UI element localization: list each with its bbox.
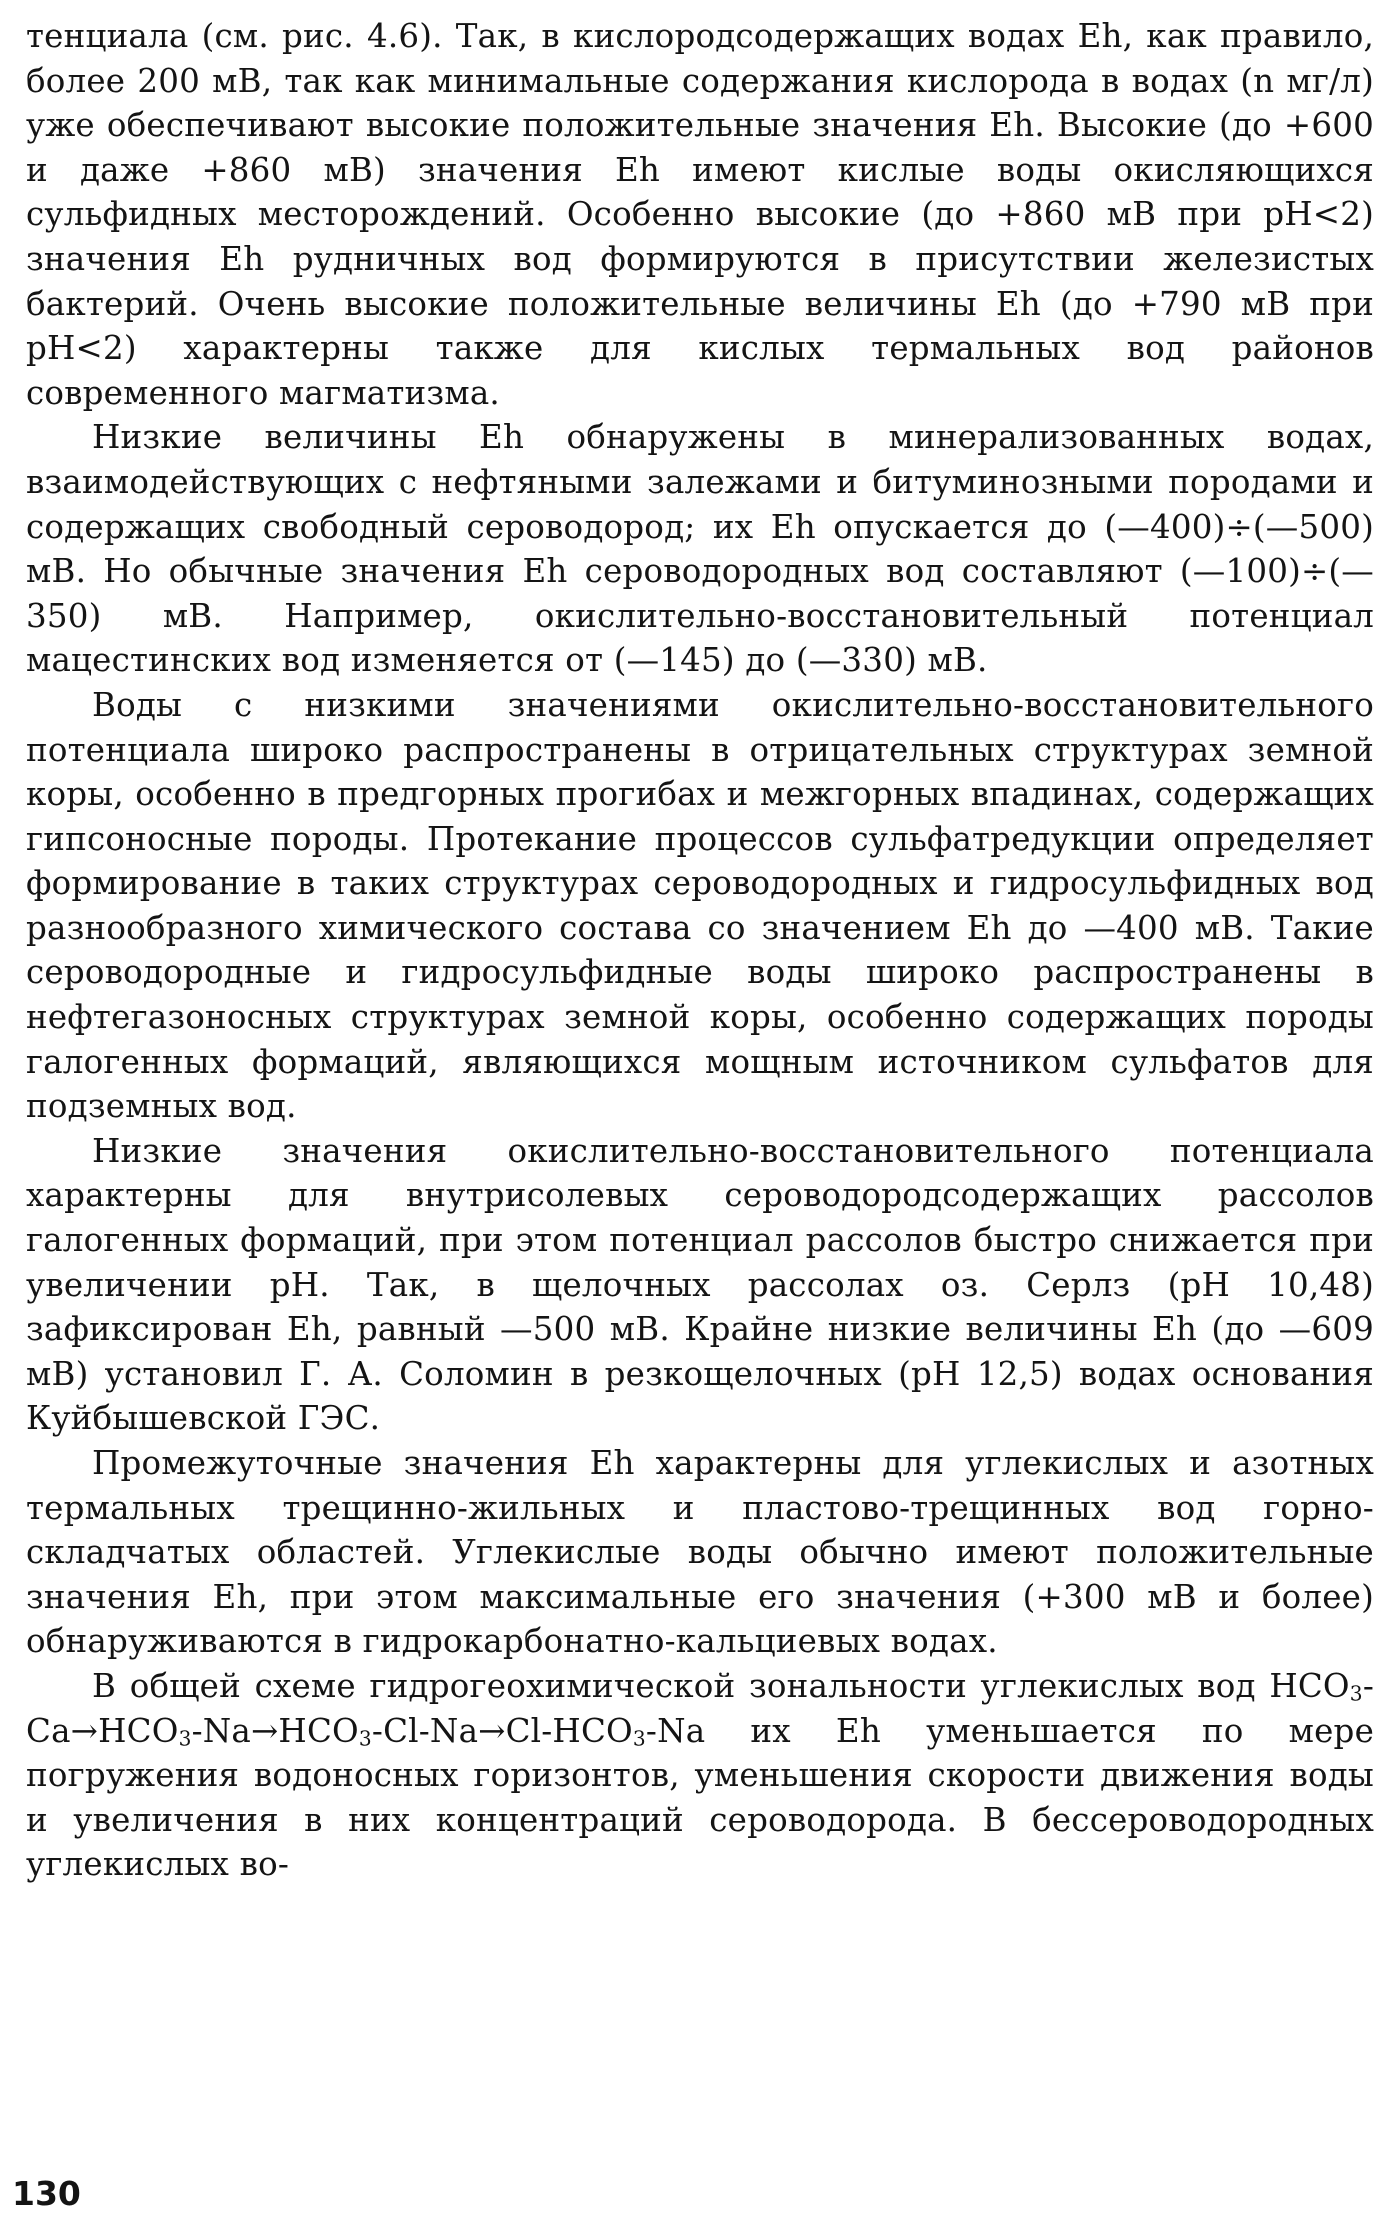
paragraph-1: тенциала (см. рис. 4.6). Так, в кислородсодержащих водах Eh, как правило, более 200 мВ, так как минимальные содержания кислорода в водах (n мг/л) уже обеспечивают высокие положительные значения Eh. Высокие (до +600 и даже +860 мВ) значения Eh имеют кислые воды окисляющихся сульфидных месторождений. Особенно высокие (до +860 мВ при pH<2) значения Eh рудничных вод формируются в присутствии железистых бактерий. Очень высокие положительные величины Eh (до +790 мВ при pH<2) характерны также для кислых термальных вод районов современного магматизма.: [26, 17, 1374, 412]
paragraph-6-tail: их Eh уменьшается по мере погружения водоносных горизонтов, уменьшения скорости движения воды и увеличения в них концентраций сероводорода. В бессероводородных углекислых во-: [26, 1711, 1374, 1884]
page-number: 130: [12, 2174, 81, 2213]
paragraph-2: Низкие величины Eh обнаружены в минерализованных водах, взаимодействующих с нефтяными залежами и битуминозными породами и содержащих свободный сероводород; их Eh опускается до (—400)÷(—500) мВ. Но обычные значения Eh сероводородных вод составляют (—100)÷(—350) мВ. Например, окислительно-восстановительный потенциал мацестинских вод изменяется от (—145) до (—330) мВ.: [26, 418, 1374, 680]
formula-2: $HCO_3-Na$: [98, 1711, 251, 1751]
formula-1: $HCO_3-Ca$: [26, 1666, 1374, 1750]
paragraph-6: [26, 1664, 1374, 1887]
formula-4: $Cl-HCO_3-Na$: [505, 1711, 706, 1751]
paragraph-6-lead: В общей схеме гидрогеохимической зональности углекислых вод: [92, 1666, 1270, 1705]
paragraph-4: Низкие значения окислительно-восстановительного потенциала характерны для внутрисолевых сероводородсодержащих рассолов галогенных формаций, при этом потенциал рассолов быстро снижается при увеличении pH. Так, в щелочных рассолах оз. Серлз (pH 10,48) зафиксирован Eh, равный —500 мВ. Крайне низкие величины Eh (до —609 мВ) установил Г. А. Соломин в резкощелочных (pH 12,5) водах основания Куйбышевской ГЭС.: [26, 1131, 1374, 1438]
formula-3: $HCO_3-Cl-Na$: [278, 1711, 479, 1751]
paragraph-3: Воды с низкими значениями окислительно-восстановительного потенциала широко распространены в отрицательных структурах земной коры, особенно в предгорных прогибах и межгорных впадинах, содержащих гипсоносные породы. Протекание процессов сульфатредукции определяет формирование в таких структурах сероводородных и гидросульфидных вод разнообразного химического состава со значением Eh до —400 мВ. Такие сероводородные и гидросульфидные воды широко распространены в нефтегазоносных структурах земной коры, особенно содержащих породы галогенных формаций, являющихся мощным источником сульфатов для подземных вод.: [26, 685, 1374, 1126]
arrow-3: →: [478, 1711, 506, 1750]
arrow-2: →: [250, 1711, 279, 1750]
paragraph-5: Промежуточные значения Eh характерны для углекислых и азотных термальных трещинно-жильных и пластово-трещинных вод горно-складчатых областей. Углекислые воды обычно имеют положительные значения Eh, при этом максимальные его значения (+300 мВ и более) обнаруживаются в гидрокарбонатно-кальциевых водах.: [26, 1444, 1374, 1661]
arrow-1: →: [70, 1711, 99, 1750]
